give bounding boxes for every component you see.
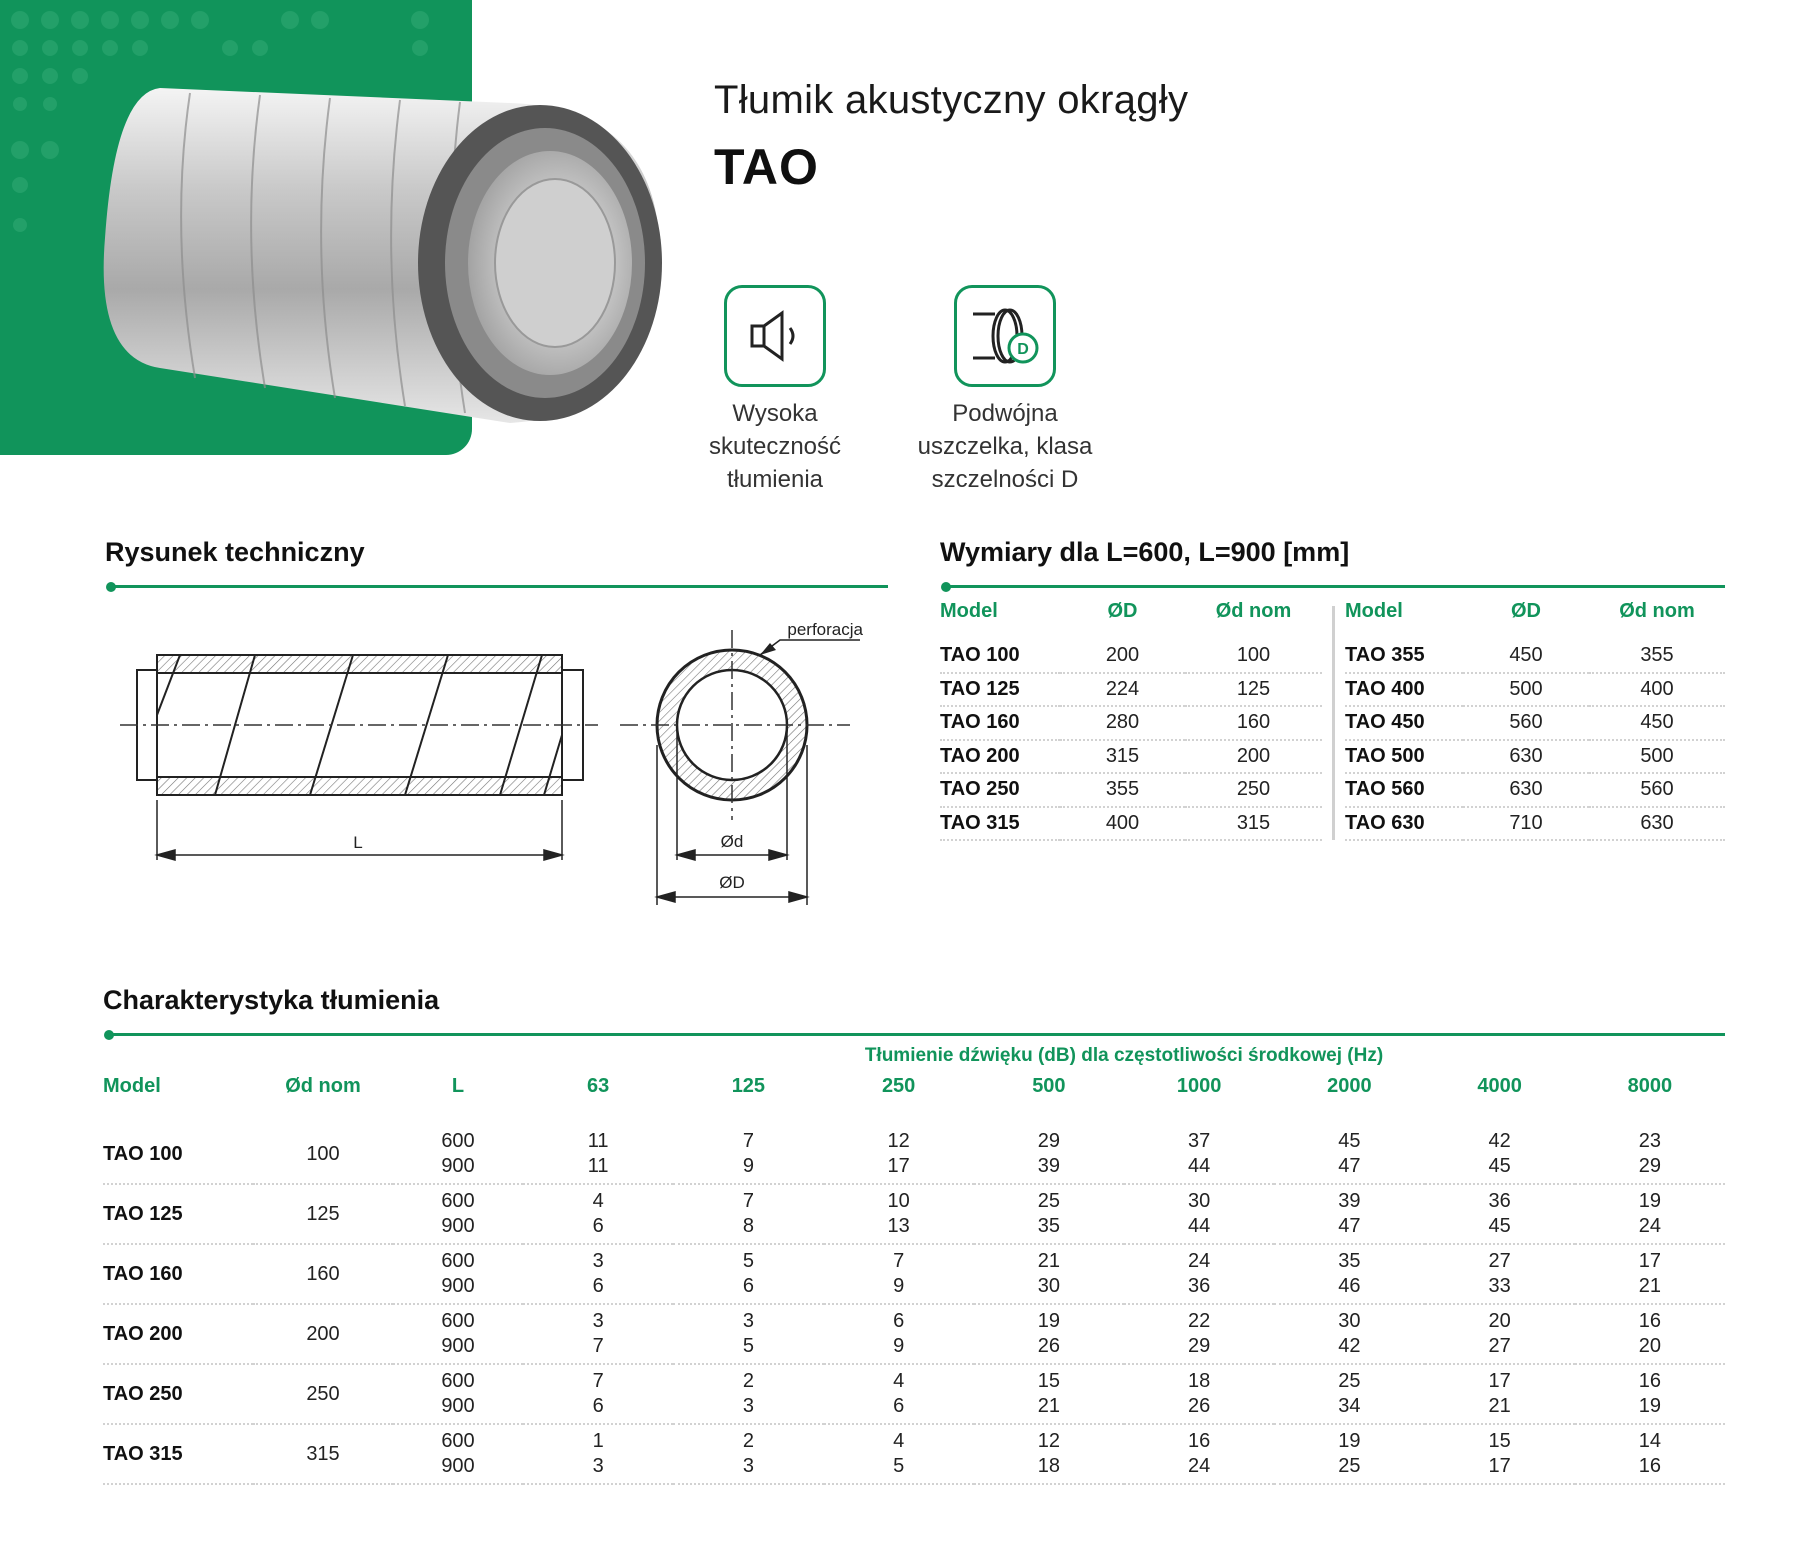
att-cell-value: [1425, 1125, 1575, 1184]
att-db-value: 7: [893, 1250, 905, 1272]
att-cell-value: [824, 1364, 974, 1424]
att-cell-value: [1425, 1424, 1575, 1484]
att-header-frequency: 4000: [1477, 1075, 1522, 1097]
att-cell-nominal-diameter: 200: [253, 1304, 393, 1364]
att-db-value: 7: [742, 1130, 754, 1152]
dim-cell-model: TAO 450: [1345, 706, 1463, 740]
att-header-frequency: 125: [731, 1075, 766, 1097]
att-cell-value: [523, 1424, 673, 1484]
table-row: [1345, 640, 1725, 673]
att-db-value: 44: [1188, 1215, 1211, 1237]
label-outer-diameter: ØD: [719, 873, 745, 892]
att-db-value: 47: [1338, 1155, 1361, 1177]
att-db-value: 21: [1488, 1395, 1511, 1417]
dim-cell-outer-diameter: 710: [1463, 807, 1589, 841]
att-cell-value: [1274, 1244, 1424, 1304]
att-cell-value: [1124, 1424, 1274, 1484]
att-cell-value: [523, 1184, 673, 1244]
att-db-value: 24: [1188, 1455, 1211, 1477]
att-cell-length: [393, 1184, 523, 1244]
att-cell-length: [393, 1244, 523, 1304]
att-cell-model: TAO 315: [103, 1424, 253, 1484]
att-header-frequency: 2000: [1327, 1075, 1372, 1097]
att-db-value: 30: [1338, 1310, 1361, 1332]
att-cell-nominal-diameter: 125: [253, 1184, 393, 1244]
dim-header-nominal-diameter: Ød nom: [1619, 600, 1695, 622]
att-cell-length: [393, 1424, 523, 1484]
att-db-value: 20: [1488, 1310, 1511, 1332]
att-cell-model: TAO 250: [103, 1364, 253, 1424]
att-cell-value: [824, 1424, 974, 1484]
att-db-value: 3: [592, 1250, 604, 1272]
att-db-value: 46: [1338, 1275, 1361, 1297]
att-db-value: 30: [1037, 1275, 1060, 1297]
dimensions-table-right: [1345, 600, 1725, 841]
att-db-value: 22: [1188, 1310, 1211, 1332]
att-db-value: 29: [1188, 1335, 1211, 1357]
att-cell-value: [824, 1125, 974, 1184]
att-length-value: 600: [441, 1250, 475, 1272]
att-cell-length: [393, 1125, 523, 1184]
feature-1-line-1: Wysoka: [732, 400, 818, 427]
att-db-value: 47: [1338, 1215, 1361, 1237]
feature-1-line-2: skuteczność: [708, 433, 842, 460]
dim-cell-nominal-diameter: 100: [1185, 640, 1322, 673]
att-cell-value: [1425, 1304, 1575, 1364]
att-db-value: 6: [592, 1395, 604, 1417]
dim-cell-model: TAO 315: [940, 807, 1060, 841]
technical-drawing-heading: Rysunek techniczny: [105, 537, 365, 567]
att-db-value: 45: [1488, 1215, 1511, 1237]
att-cell-value: [1274, 1125, 1424, 1184]
table-row: [103, 1364, 1725, 1424]
att-db-value: 26: [1188, 1395, 1211, 1417]
att-length-value: 600: [441, 1190, 475, 1212]
att-db-value: 29: [1037, 1130, 1060, 1152]
att-db-value: 10: [887, 1190, 910, 1212]
att-db-value: 24: [1638, 1215, 1661, 1237]
att-cell-length: [393, 1364, 523, 1424]
dim-cell-model: TAO 200: [940, 740, 1060, 774]
att-db-value: 6: [893, 1310, 905, 1332]
att-db-value: 42: [1488, 1130, 1511, 1152]
seal-class-letter: D: [1017, 341, 1029, 358]
att-length-value: 900: [441, 1335, 475, 1357]
att-db-value: 29: [1638, 1155, 1661, 1177]
feature-2-line-3: szczelności D: [931, 466, 1079, 493]
att-cell-value: [1124, 1304, 1274, 1364]
att-db-value: 36: [1188, 1275, 1211, 1297]
att-db-value: 16: [1188, 1430, 1211, 1452]
att-db-value: 3: [742, 1395, 754, 1417]
att-db-value: 19: [1638, 1190, 1661, 1212]
att-db-value: 6: [592, 1275, 604, 1297]
dim-cell-model: TAO 355: [1345, 640, 1463, 673]
dim-cell-model: TAO 630: [1345, 807, 1463, 841]
att-db-value: 15: [1037, 1370, 1060, 1392]
att-db-value: 9: [893, 1275, 905, 1297]
att-cell-length: [393, 1304, 523, 1364]
att-db-value: 27: [1488, 1250, 1511, 1272]
att-db-value: 5: [742, 1335, 754, 1357]
att-cell-value: [673, 1304, 823, 1364]
att-db-value: 11: [587, 1130, 609, 1152]
att-length-value: 900: [441, 1215, 475, 1237]
att-length-value: 600: [441, 1310, 475, 1332]
att-length-value: 900: [441, 1395, 475, 1417]
att-db-value: 3: [592, 1455, 604, 1477]
att-cell-model: TAO 160: [103, 1244, 253, 1304]
double-seal-icon: [954, 285, 1056, 387]
att-db-value: 9: [893, 1335, 905, 1357]
att-db-value: 33: [1488, 1275, 1511, 1297]
att-db-value: 18: [1188, 1370, 1211, 1392]
att-db-value: 8: [742, 1215, 754, 1237]
att-db-value: 12: [1037, 1430, 1060, 1452]
att-db-value: 21: [1037, 1395, 1060, 1417]
dim-cell-nominal-diameter: 200: [1185, 740, 1322, 774]
att-cell-model: TAO 100: [103, 1125, 253, 1184]
att-cell-value: [1274, 1304, 1424, 1364]
table-row: [103, 1184, 1725, 1244]
att-length-value: 900: [441, 1275, 475, 1297]
table-row: [940, 673, 1322, 707]
att-cell-value: [1575, 1424, 1725, 1484]
dim-header-outer-diameter: ØD: [1511, 600, 1541, 622]
dim-cell-nominal-diameter: 355: [1589, 640, 1725, 673]
feature-1-line-3: tłumienia: [726, 466, 824, 493]
technical-drawing: [120, 615, 880, 915]
att-db-value: 37: [1188, 1130, 1211, 1152]
att-cell-value: [1124, 1244, 1274, 1304]
dim-cell-nominal-diameter: 315: [1185, 807, 1322, 841]
att-db-value: 17: [1638, 1250, 1661, 1272]
att-header-length: L: [451, 1075, 465, 1097]
att-db-value: 20: [1638, 1335, 1661, 1357]
att-db-value: 18: [1037, 1455, 1060, 1477]
att-cell-value: [824, 1244, 974, 1304]
att-cell-value: [1575, 1125, 1725, 1184]
att-db-value: 36: [1488, 1190, 1511, 1212]
att-db-value: 34: [1338, 1395, 1361, 1417]
att-db-value: 44: [1188, 1155, 1211, 1177]
att-cell-value: [1124, 1125, 1274, 1184]
dim-cell-nominal-diameter: 450: [1589, 706, 1725, 740]
att-cell-value: [673, 1364, 823, 1424]
att-header-frequency: 250: [881, 1075, 916, 1097]
att-db-value: 6: [592, 1215, 604, 1237]
att-length-value: 600: [441, 1130, 475, 1152]
att-cell-value: [673, 1424, 823, 1484]
att-header-frequency: 500: [1032, 1075, 1066, 1097]
att-db-value: 21: [1037, 1250, 1060, 1272]
att-db-value: 2: [742, 1430, 754, 1452]
dimensions-table-left: [940, 600, 1322, 841]
att-db-value: 7: [592, 1335, 604, 1357]
att-db-value: 23: [1638, 1130, 1661, 1152]
att-header-frequency: 63: [587, 1075, 610, 1097]
dim-cell-outer-diameter: 315: [1060, 740, 1185, 774]
att-db-value: 3: [742, 1455, 754, 1477]
att-header-model: Model: [103, 1075, 161, 1097]
att-db-value: 16: [1638, 1455, 1661, 1477]
dim-cell-model: TAO 400: [1345, 673, 1463, 707]
att-cell-value: [523, 1125, 673, 1184]
dim-cell-model: TAO 125: [940, 673, 1060, 707]
dim-header-model: Model: [1345, 600, 1403, 622]
product-photo: [100, 78, 680, 428]
dim-cell-model: TAO 250: [940, 773, 1060, 807]
dim-cell-outer-diameter: 400: [1060, 807, 1185, 841]
att-header-nominal-diameter: Ød nom: [285, 1075, 361, 1097]
att-cell-nominal-diameter: 100: [253, 1125, 393, 1184]
att-db-value: 11: [587, 1155, 609, 1177]
table-row: [940, 640, 1322, 673]
att-cell-value: [1124, 1184, 1274, 1244]
dim-cell-model: TAO 560: [1345, 773, 1463, 807]
speaker-icon: [724, 285, 826, 387]
table-row: [1345, 807, 1725, 841]
table-row: [103, 1304, 1725, 1364]
dim-header-model: Model: [940, 600, 998, 622]
dim-cell-model: TAO 500: [1345, 740, 1463, 774]
att-db-value: 35: [1338, 1250, 1361, 1272]
dim-cell-outer-diameter: 355: [1060, 773, 1185, 807]
att-db-value: 3: [592, 1310, 604, 1332]
table-row: [103, 1424, 1725, 1484]
dim-header-nominal-diameter: Ød nom: [1215, 600, 1292, 622]
att-length-value: 900: [441, 1155, 475, 1177]
att-cell-value: [523, 1304, 673, 1364]
att-db-value: 35: [1037, 1215, 1060, 1237]
dim-cell-outer-diameter: 560: [1463, 706, 1589, 740]
att-db-value: 9: [742, 1155, 754, 1177]
table-row: [1345, 673, 1725, 707]
table-row: [940, 740, 1322, 774]
att-db-value: 7: [592, 1370, 604, 1392]
att-db-value: 6: [742, 1275, 754, 1297]
attenuation-super-header: Tłumienie dźwięku (dB) dla częstotliwości środkowej (Hz): [864, 1045, 1384, 1066]
table-row: [940, 807, 1322, 841]
dim-cell-outer-diameter: 630: [1463, 773, 1589, 807]
attenuation-table: [103, 1045, 1725, 1485]
label-length: L: [353, 833, 363, 852]
product-model: TAO: [714, 139, 819, 195]
att-db-value: 26: [1037, 1335, 1060, 1357]
att-header-frequency: 8000: [1627, 1075, 1673, 1097]
att-db-value: 1: [592, 1430, 604, 1452]
att-db-value: 3: [742, 1310, 754, 1332]
att-db-value: 19: [1638, 1395, 1661, 1417]
att-cell-value: [974, 1184, 1124, 1244]
att-db-value: 17: [887, 1155, 910, 1177]
table-row: [1345, 706, 1725, 740]
att-db-value: 45: [1488, 1155, 1511, 1177]
att-db-value: 24: [1188, 1250, 1211, 1272]
dim-cell-outer-diameter: 450: [1463, 640, 1589, 673]
label-inner-diameter: Ød: [720, 832, 744, 851]
att-db-value: 17: [1488, 1370, 1511, 1392]
att-cell-value: [673, 1244, 823, 1304]
dimensions-divider: [943, 585, 1725, 588]
att-db-value: 15: [1488, 1430, 1511, 1452]
att-db-value: 39: [1037, 1155, 1060, 1177]
dim-cell-nominal-diameter: 630: [1589, 807, 1725, 841]
dim-cell-nominal-diameter: 250: [1185, 773, 1322, 807]
att-db-value: 4: [592, 1190, 604, 1212]
att-cell-value: [1274, 1364, 1424, 1424]
table-row: [940, 706, 1322, 740]
dim-cell-nominal-diameter: 125: [1185, 673, 1322, 707]
table-row: [1345, 740, 1725, 774]
dim-cell-nominal-diameter: 560: [1589, 773, 1725, 807]
dim-cell-model: TAO 160: [940, 706, 1060, 740]
att-db-value: 19: [1338, 1430, 1361, 1452]
att-length-value: 600: [441, 1430, 475, 1452]
attenuation-heading: Charakterystyka tłumienia: [103, 985, 440, 1015]
dim-cell-outer-diameter: 280: [1060, 706, 1185, 740]
dim-cell-outer-diameter: 630: [1463, 740, 1589, 774]
dim-cell-outer-diameter: 200: [1060, 640, 1185, 673]
att-cell-nominal-diameter: 315: [253, 1424, 393, 1484]
table-row: [103, 1244, 1725, 1304]
att-db-value: 14: [1638, 1430, 1661, 1452]
att-db-value: 25: [1037, 1190, 1060, 1212]
att-db-value: 45: [1338, 1130, 1361, 1152]
dimensions-separator: [1332, 606, 1335, 840]
att-cell-value: [974, 1244, 1124, 1304]
att-db-value: 4: [893, 1430, 905, 1452]
att-db-value: 16: [1638, 1310, 1661, 1332]
dim-cell-outer-diameter: 500: [1463, 673, 1589, 707]
att-cell-nominal-diameter: 250: [253, 1364, 393, 1424]
att-cell-value: [1274, 1184, 1424, 1244]
table-row: [103, 1125, 1725, 1184]
att-db-value: 21: [1638, 1275, 1661, 1297]
technical-drawing-divider: [108, 585, 888, 588]
att-cell-value: [1575, 1184, 1725, 1244]
att-header-frequency: 1000: [1176, 1075, 1222, 1097]
att-cell-nominal-diameter: 160: [253, 1244, 393, 1304]
feature-double-seal: [905, 285, 1105, 496]
att-db-value: 4: [893, 1370, 905, 1392]
att-cell-value: [974, 1304, 1124, 1364]
att-cell-value: [1124, 1364, 1274, 1424]
att-cell-model: TAO 125: [103, 1184, 253, 1244]
att-cell-value: [1575, 1364, 1725, 1424]
att-cell-value: [974, 1424, 1124, 1484]
att-db-value: 39: [1338, 1190, 1361, 1212]
att-db-value: 27: [1488, 1335, 1511, 1357]
att-db-value: 25: [1338, 1370, 1361, 1392]
att-db-value: 30: [1188, 1190, 1211, 1212]
dimensions-heading: Wymiary dla L=600, L=900 [mm]: [940, 537, 1350, 567]
table-row: [940, 773, 1322, 807]
att-cell-value: [673, 1125, 823, 1184]
att-cell-value: [523, 1364, 673, 1424]
feature-2-line-1: Podwójna: [952, 400, 1058, 427]
att-cell-value: [673, 1184, 823, 1244]
att-cell-value: [1425, 1244, 1575, 1304]
label-perforation: perforacja: [787, 620, 863, 639]
att-db-value: 6: [893, 1395, 905, 1417]
att-db-value: 5: [742, 1250, 754, 1272]
att-length-value: 900: [441, 1455, 475, 1477]
att-db-value: 25: [1338, 1455, 1361, 1477]
front-view: [620, 620, 864, 905]
att-cell-value: [824, 1184, 974, 1244]
att-db-value: 2: [742, 1370, 754, 1392]
att-cell-value: [1425, 1364, 1575, 1424]
dim-cell-nominal-diameter: 400: [1589, 673, 1725, 707]
att-db-value: 13: [887, 1215, 910, 1237]
att-cell-model: TAO 200: [103, 1304, 253, 1364]
att-length-value: 600: [441, 1370, 475, 1392]
att-db-value: 5: [893, 1455, 905, 1477]
dim-cell-model: TAO 100: [940, 640, 1060, 673]
att-cell-value: [1575, 1304, 1725, 1364]
att-db-value: 19: [1037, 1310, 1060, 1332]
att-cell-value: [1425, 1184, 1575, 1244]
att-cell-value: [974, 1125, 1124, 1184]
att-cell-value: [1575, 1244, 1725, 1304]
dim-header-outer-diameter: ØD: [1107, 600, 1138, 622]
att-db-value: 17: [1488, 1455, 1511, 1477]
feature-2-line-2: uszczelka, klasa: [917, 433, 1093, 460]
dim-cell-outer-diameter: 224: [1060, 673, 1185, 707]
att-cell-value: [523, 1244, 673, 1304]
table-row: [1345, 773, 1725, 807]
att-cell-value: [1274, 1424, 1424, 1484]
dim-cell-nominal-diameter: 500: [1589, 740, 1725, 774]
att-db-value: 16: [1638, 1370, 1661, 1392]
att-db-value: 12: [887, 1130, 910, 1152]
att-cell-value: [824, 1304, 974, 1364]
attenuation-divider: [106, 1033, 1725, 1036]
att-cell-value: [974, 1364, 1124, 1424]
att-db-value: 7: [742, 1190, 754, 1212]
feature-high-efficiency: [675, 285, 875, 496]
product-title: Tłumik akustyczny okrągły: [714, 78, 1189, 122]
att-db-value: 42: [1338, 1335, 1361, 1357]
dim-cell-nominal-diameter: 160: [1185, 706, 1322, 740]
